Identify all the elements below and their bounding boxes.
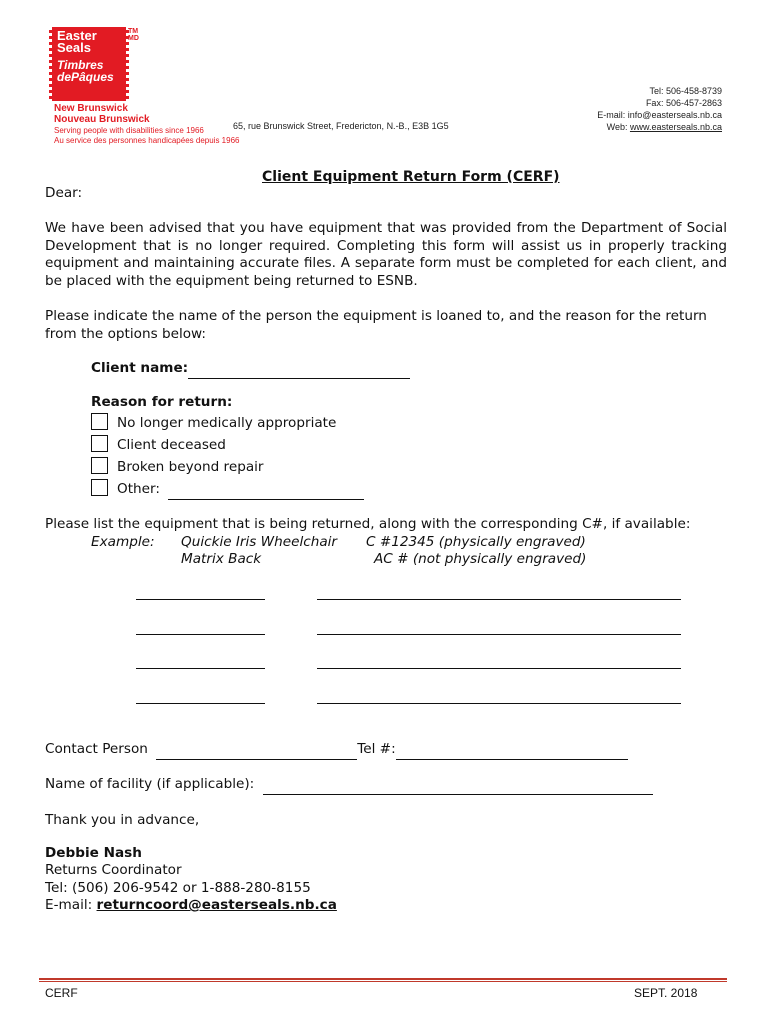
- equipment-code-field-4[interactable]: [317, 703, 681, 704]
- example-code-1: C #12345 (physically engraved): [366, 534, 586, 550]
- client-name-row: [91, 360, 410, 379]
- facility-row: [45, 776, 653, 795]
- logo-tm: TM: [128, 28, 139, 35]
- signature-role: Returns Coordinator: [45, 862, 182, 878]
- signature-tel: Tel: (506) 206-9542 or 1-888-280-8155: [45, 880, 311, 896]
- signature-email-label: E-mail:: [45, 897, 97, 913]
- contact-person-field[interactable]: [156, 741, 357, 760]
- logo-line-seals: Seals: [57, 40, 91, 55]
- region-en: New Brunswick: [54, 103, 128, 114]
- footer-rule: [39, 978, 727, 980]
- equipment-name-field-3[interactable]: [136, 668, 265, 669]
- org-address: 65, rue Brunswick Street, Fredericton, N.-B., E3B 1G5: [233, 121, 449, 131]
- example-item-2: Matrix Back: [181, 551, 262, 567]
- org-tel: Tel: 506-458-8739: [649, 86, 722, 96]
- org-web: [597, 121, 722, 133]
- signature-email-row: [45, 897, 337, 915]
- footer-rule-thin: [39, 981, 727, 982]
- facility-field[interactable]: [263, 776, 653, 795]
- example-item-1: Quickie Iris Wheelchair: [181, 534, 338, 550]
- equipment-name-field-2[interactable]: [136, 634, 265, 635]
- checkbox-other[interactable]: [91, 479, 108, 496]
- logo-trademark: [128, 28, 139, 42]
- equipment-code-field-2[interactable]: [317, 634, 681, 635]
- org-email: E-mail: info@easterseals.nb.ca: [597, 110, 722, 120]
- instructions-paragraph: Please indicate the name of the person the equipment is loaned to, and the reason for the return from the options below:: [45, 308, 707, 342]
- intro-paragraph: We have been advised that you have equipment that was provided from the Department of Social Development that is no longer required. Completing this form will assist us in properly tracking equipment and maintaining accurate files. A separate form must be completed for each client, and be placed with the equipment being returned to ESNB.: [45, 220, 727, 289]
- equipment-name-field-1[interactable]: [136, 599, 265, 600]
- client-name-field[interactable]: [188, 360, 410, 379]
- tagline-en: Serving people with disabilities since 1966: [54, 126, 204, 135]
- region-fr: Nouveau Brunswick: [54, 114, 150, 125]
- org-contact-block: [597, 85, 722, 133]
- contact-row: [45, 741, 628, 760]
- greeting: Dear:: [45, 185, 83, 201]
- checkbox-client-deceased[interactable]: [91, 435, 108, 452]
- equipment-code-field-3[interactable]: [317, 668, 681, 669]
- facility-label: Name of facility (if applicable):: [45, 776, 255, 792]
- checkbox-no-longer-appropriate[interactable]: [91, 413, 108, 430]
- tel-field[interactable]: [396, 741, 628, 760]
- client-name-label: Client name:: [91, 360, 189, 376]
- reason-option-4: Other:: [117, 481, 160, 497]
- tel-label: Tel #:: [357, 741, 396, 757]
- easter-seals-logo: [52, 27, 126, 101]
- checkbox-broken[interactable]: [91, 457, 108, 474]
- tagline-fr: Au service des personnes handicapées depuis 1966: [54, 136, 240, 145]
- reason-option-4-row: [117, 481, 364, 500]
- signature-email-link[interactable]: returncoord@easterseals.nb.ca: [96, 897, 337, 913]
- other-reason-field[interactable]: [168, 481, 364, 500]
- logo-md: MD: [128, 35, 139, 42]
- org-fax: Fax: 506-457-2863: [645, 98, 722, 108]
- equipment-list-instructions: Please list the equipment that is being returned, along with the corresponding C#, if available:: [45, 516, 691, 532]
- signature-name: Debbie Nash: [45, 845, 142, 861]
- reason-option-1: No longer medically appropriate: [117, 415, 337, 431]
- form-title: Client Equipment Return Form (CERF): [262, 169, 560, 185]
- reason-option-2: Client deceased: [117, 437, 226, 453]
- reason-label: Reason for return:: [91, 394, 233, 410]
- footer-date: SEPT. 2018: [634, 986, 698, 1000]
- contact-person-label: Contact Person: [45, 741, 148, 757]
- logo-line-timbres: Timbres: [57, 58, 104, 72]
- example-code-2: AC # (not physically engraved): [374, 551, 587, 567]
- region-name: [54, 103, 150, 125]
- equipment-code-field-1[interactable]: [317, 599, 681, 600]
- footer-form-code: CERF: [45, 986, 78, 1000]
- logo-perforation-left: [49, 27, 52, 101]
- tagline: [54, 126, 239, 146]
- logo-line-depaques: dePâques: [57, 70, 114, 84]
- reason-option-3: Broken beyond repair: [117, 459, 264, 475]
- logo-line-easter: Easter: [57, 28, 97, 43]
- closing: Thank you in advance,: [45, 812, 200, 828]
- equipment-name-field-4[interactable]: [136, 703, 265, 704]
- org-web-link[interactable]: www.easterseals.nb.ca: [629, 122, 722, 132]
- org-web-label: Web:: [606, 122, 630, 132]
- example-label: Example:: [91, 534, 155, 550]
